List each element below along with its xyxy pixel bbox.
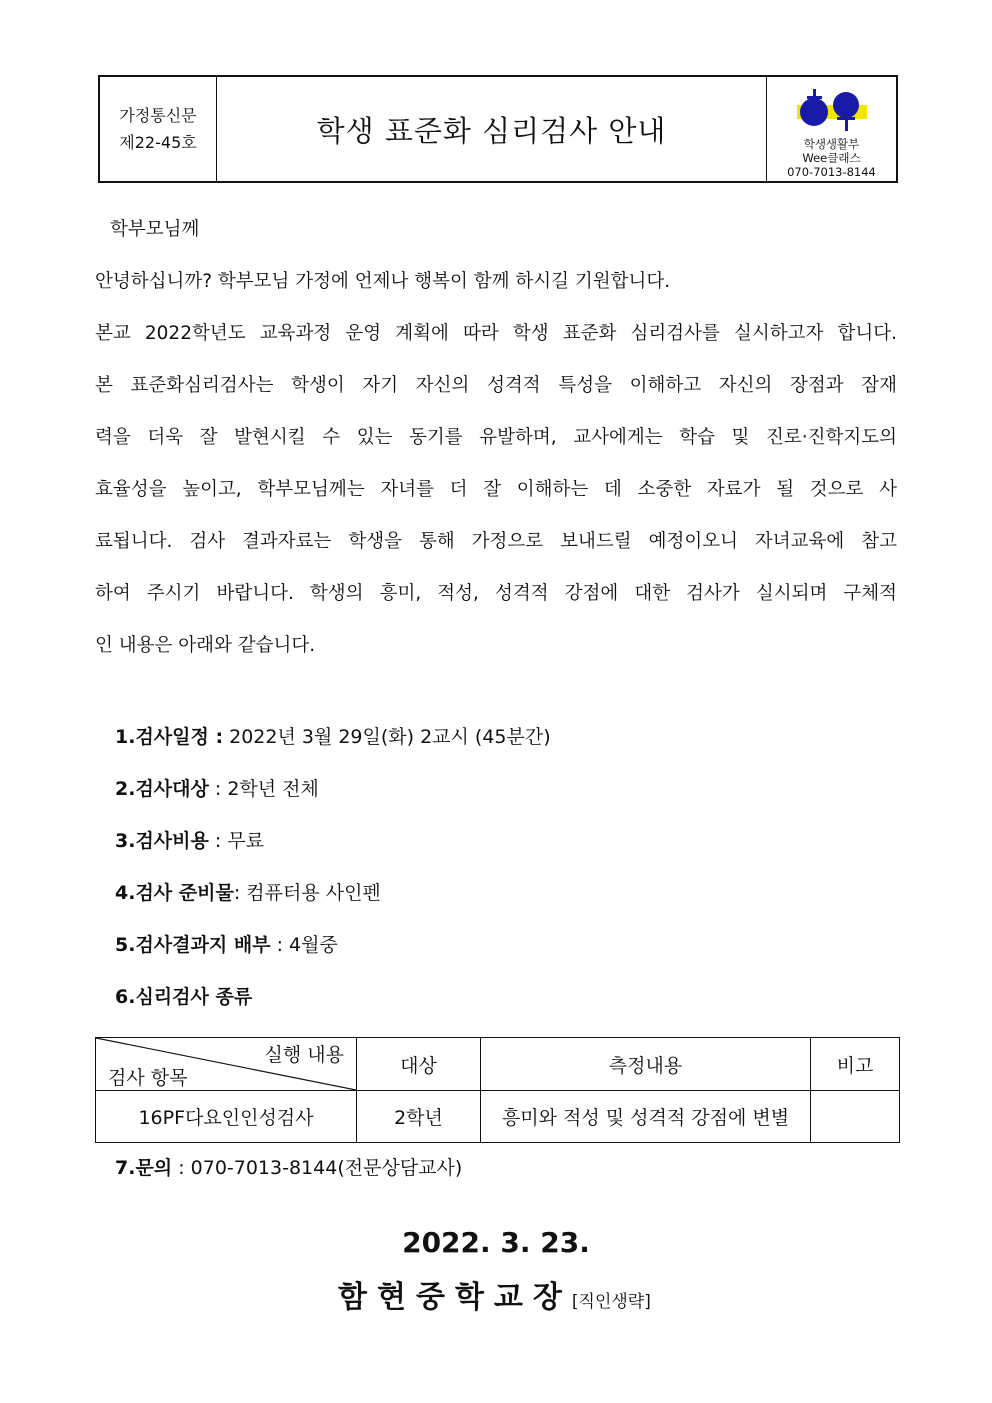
principal-signature: 함현중학교장[직인생략]: [338, 1280, 651, 1315]
cell-target: 2학년: [357, 1091, 481, 1143]
body-line: 료됩니다. 검사 결과자료는 학생을 통해 가정으로 보내드릴 예정이오니 자녀교육에 참고: [95, 531, 897, 552]
table-row: [96, 1091, 900, 1143]
target-item: 2.검사대상 : 2학년 전체: [115, 778, 319, 800]
col-note-header: 비고: [811, 1038, 900, 1091]
test-types-item: 6.심리검사 종류: [115, 986, 253, 1008]
doc-meta: [100, 77, 217, 181]
cell-item: 16PF다요인인성검사: [96, 1091, 357, 1143]
cost-item: 3.검사비용 : 무료: [115, 830, 265, 852]
wee-class: Wee클래스: [802, 151, 861, 165]
page-title: 학생 표준화 심리검사 안내: [316, 113, 667, 148]
materials-item: 4.검사 준비물: 컴퓨터용 사인펜: [115, 882, 381, 904]
schedule-item: 1.검사일정 : 2022년 3월 29일(화) 2교시 (45분간): [115, 726, 551, 748]
dept-name: 학생생활부: [803, 137, 860, 151]
dept-phone: 070-7013-8144: [787, 165, 876, 179]
body-line: 본교 2022학년도 교육과정 운영 계획에 따라 학생 표준화 심리검사를 실시하고자 합니다.: [95, 323, 897, 344]
body-line: 하여 주시기 바랍니다. 학생의 흥미, 적성, 성격적 강점에 대한 검사가 실시되며 구체적: [95, 583, 897, 604]
issue-date: 2022. 3. 23.: [402, 1226, 590, 1259]
body-line: 본 표준화심리검사는 학생이 자기 자신의 성격적 특성을 이해하고 자신의 장점과 잠재: [95, 375, 897, 396]
doc-number: 제22-45호: [119, 133, 197, 152]
greeting: 학부모님께: [110, 219, 200, 240]
diagonal-header-cell: [96, 1038, 357, 1091]
doc-type: 가정통신문: [119, 106, 197, 125]
header-top-label: 실행 내용: [264, 1044, 344, 1066]
test-table: [95, 1037, 900, 1143]
cell-measure: 흥미와 적성 및 성격적 강점에 변별: [481, 1091, 811, 1143]
contact-item: 7.문의 : 070-7013-8144(전문상담교사): [115, 1157, 463, 1179]
col-target-header: 대상: [357, 1038, 481, 1091]
seal-note: [직인생략]: [571, 1292, 651, 1312]
header-bottom-label: 검사 항목: [108, 1067, 188, 1089]
document-header: [98, 75, 898, 183]
body-line: 안녕하십니까? 학부모님 가정에 언제나 행복이 함께 하시길 기원합니다.: [95, 271, 671, 292]
body-line: 력을 더욱 잘 발현시킬 수 있는 동기를 유발하며, 교사에게는 학습 및 진로·진학지도의: [95, 427, 897, 448]
dept-info: [766, 77, 896, 181]
cell-note: [811, 1091, 900, 1143]
body-line: 효율성을 높이고, 학부모님께는 자녀를 더 잘 이해하는 데 소중한 자료가 될 것으로 사: [95, 479, 897, 500]
col-measure-header: 측정내용: [481, 1038, 811, 1091]
school-logo-icon: [797, 87, 867, 133]
body-line: 인 내용은 아래와 같습니다.: [95, 635, 316, 656]
result-item: 5.검사결과지 배부 : 4월중: [115, 934, 338, 956]
